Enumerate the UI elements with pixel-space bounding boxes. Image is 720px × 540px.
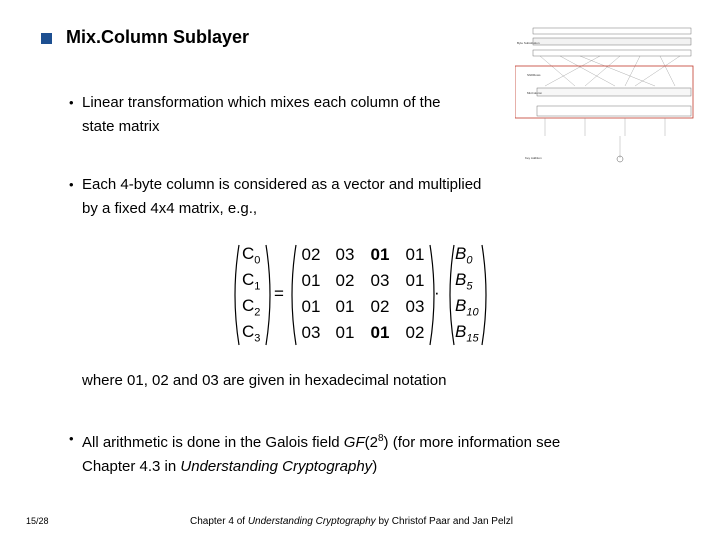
bullet-dot: • [69, 431, 74, 446]
matrix-cell: 01 [335, 323, 355, 342]
diagram-label: ShiftRows [527, 73, 541, 77]
matrix-cell: 03 [370, 271, 390, 290]
matrix-cell: 02 [301, 245, 321, 264]
matrix-cell: 02 [335, 271, 355, 290]
slide-title: Mix.Column Sublayer [66, 27, 250, 47]
bullet-text-line: state matrix [82, 118, 160, 135]
c-vector-entry: $C_0$ [242, 244, 261, 267]
matrix-cell: 01 [301, 297, 321, 316]
bullet-text-line: Each 4-byte column is considered as a vector and multiplied [82, 176, 482, 193]
matrix-brackets [230, 243, 490, 347]
b-vector-entry: $B_0$ [455, 244, 473, 267]
diagram-label: Byte Substitution [517, 41, 540, 45]
diagram-label: MixColumn [527, 91, 543, 95]
bullet-column-vector [69, 173, 482, 221]
c-vector-entry: $C_2$ [242, 296, 261, 319]
matrix-cell: 03 [405, 297, 425, 316]
matrix-cell: 01 [405, 245, 425, 264]
equals-sign: = [274, 284, 284, 303]
b-vector-entry: $B_5$ [455, 270, 473, 293]
title-bullet-square [41, 33, 52, 44]
aes-round-diagram [515, 26, 695, 171]
c-vector-entry: $C_3$ [242, 322, 261, 345]
diagram-key-lines [545, 118, 665, 158]
bullet-galois-field [69, 427, 561, 479]
diagram-shiftrows-lines [540, 56, 680, 86]
hex-notation-note: where 01, 02 and 03 are given in hexadecimal notation [82, 372, 447, 389]
diagram-label: Key Addition [525, 156, 542, 160]
diagram-input-bytes [533, 28, 691, 56]
bullet-linear-transformation [69, 91, 441, 139]
multiplication-dot: · [434, 283, 440, 302]
mixcolumn-equation [230, 243, 490, 347]
matrix-cell: 02 [370, 297, 390, 316]
c-vector-entry: $C_1$ [242, 270, 261, 293]
bullet-text-line: Chapter 4.3 in Understanding Cryptography) [82, 458, 378, 475]
bullet-text-line: by a fixed 4x4 matrix, e.g., [82, 200, 258, 217]
matrix-cell: 02 [405, 323, 425, 342]
bullet-dot: • [69, 95, 74, 110]
matrix-cell: 01 [405, 271, 425, 290]
bullet-text-line: All arithmetic is done in the Galois field $GF(2^8)$ (for more information see [82, 433, 561, 451]
page-number: 15/28 [26, 516, 49, 526]
matrix-cell: 01 [301, 271, 321, 290]
matrix-cell: 01 [335, 297, 355, 316]
b-vector-entry: $B_{15}$ [455, 322, 479, 345]
matrix-cell: 01 [370, 245, 390, 264]
matrix-cell: 03 [301, 323, 321, 342]
bullet-text-line: Linear transformation which mixes each column of the [82, 94, 441, 111]
bullet-dot: • [69, 177, 74, 192]
matrix-cell: 03 [335, 245, 355, 264]
footer-citation: Chapter 4 of Understanding Cryptography by Christof Paar and Jan Pelzl [190, 516, 513, 527]
matrix-cell: 01 [370, 323, 390, 342]
b-vector-entry: $B_{10}$ [455, 296, 479, 319]
